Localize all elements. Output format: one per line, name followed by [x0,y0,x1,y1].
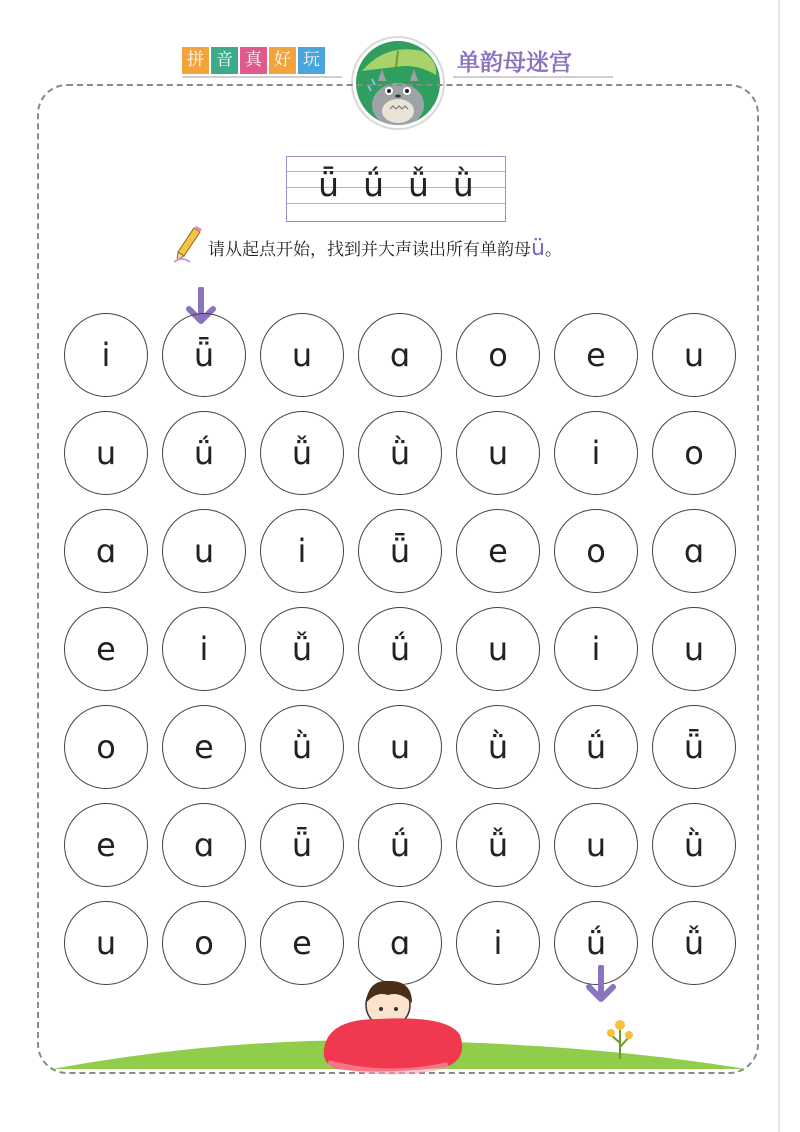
maze-cell[interactable]: ǘ [358,607,442,691]
maze-cell[interactable]: u [554,803,638,887]
flower-icon [605,1015,635,1063]
maze-cell[interactable]: ǚ [260,411,344,495]
maze-cell[interactable]: ǖ [260,803,344,887]
maze-cell[interactable]: ǖ [652,705,736,789]
maze-cell[interactable]: u [456,411,540,495]
maze-cell[interactable]: e [64,803,148,887]
maze-cell[interactable]: e [260,901,344,985]
maze-cell[interactable]: u [652,607,736,691]
maze-cell[interactable]: ɑ [358,901,442,985]
maze-cell[interactable]: i [554,411,638,495]
tag-char: 好 [269,47,296,74]
maze-cell[interactable]: u [358,705,442,789]
maze-cell[interactable]: o [456,313,540,397]
child-figure [318,975,468,1089]
maze-cell[interactable]: o [652,411,736,495]
maze-cell[interactable]: u [64,901,148,985]
maze-cell[interactable]: e [64,607,148,691]
page-edge-line [778,0,780,1132]
maze-cell[interactable]: ǜ [358,411,442,495]
maze-cell[interactable]: ǖ [162,313,246,397]
writing-box [286,156,506,222]
maze-cell[interactable]: o [64,705,148,789]
maze-cell[interactable]: ǚ [456,803,540,887]
maze-cell[interactable]: ǘ [554,705,638,789]
maze-cell[interactable]: ǚ [260,607,344,691]
maze-cell[interactable]: ǖ [358,509,442,593]
vowel-tone-2: ǘ [363,165,384,204]
maze-cell[interactable]: u [260,313,344,397]
maze-cell[interactable]: u [64,411,148,495]
maze-cell[interactable]: i [162,607,246,691]
maze-cell[interactable]: ǚ [652,901,736,985]
maze-cell[interactable]: u [162,509,246,593]
maze-cell[interactable]: ǘ [162,411,246,495]
maze-cell[interactable]: o [162,901,246,985]
tag-char: 玩 [298,47,325,74]
header-tags [182,47,325,74]
page-title: 单韵母迷宫 [457,50,572,76]
instruction-main: 请从起点开始，找到并大声读出所有单韵母 [208,240,531,260]
vowel-tone-3: ǚ [408,165,429,204]
maze-cell[interactable]: ǜ [652,803,736,887]
vowel-row [287,165,505,204]
maze-cell[interactable]: i [554,607,638,691]
tag-char: 拼 [182,47,209,74]
maze-cell[interactable]: ɑ [358,313,442,397]
maze-cell[interactable]: o [554,509,638,593]
vowel-tone-1: ǖ [318,165,340,204]
maze-cell[interactable]: ɑ [162,803,246,887]
maze-cell[interactable]: e [554,313,638,397]
maze-cell[interactable]: e [162,705,246,789]
maze-cell[interactable]: u [456,607,540,691]
maze-cell[interactable]: ǜ [260,705,344,789]
maze-cell[interactable]: ɑ [652,509,736,593]
maze-cell[interactable]: i [456,901,540,985]
instruction-vowel: ü [531,236,545,261]
maze-cell[interactable]: e [456,509,540,593]
vowel-tone-4: ǜ [452,165,474,204]
maze-cell[interactable]: ǘ [358,803,442,887]
pencil-icon [172,226,204,268]
instruction-end: 。 [544,240,562,260]
maze-grid [64,313,740,985]
maze-cell[interactable]: ǜ [456,705,540,789]
tag-char: 音 [211,47,238,74]
maze-cell[interactable]: i [64,313,148,397]
maze-cell[interactable]: i [260,509,344,593]
maze-cell[interactable]: ɑ [64,509,148,593]
header-rule-left [182,76,342,78]
maze-cell[interactable]: ǘ [554,901,638,985]
maze-cell[interactable]: u [652,313,736,397]
end-arrow-icon [584,965,618,1009]
instruction-text [208,235,562,261]
tag-char: 真 [240,47,267,74]
